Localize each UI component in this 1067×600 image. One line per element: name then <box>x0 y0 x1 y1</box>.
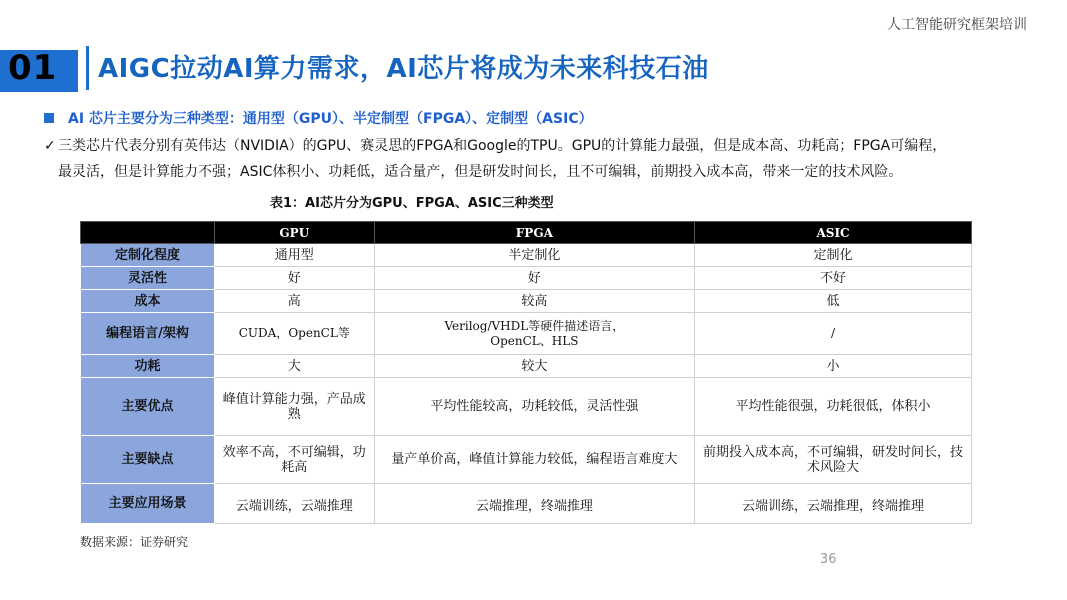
table-cell: 量产单价高，峰值计算能力较低，编程语言难度大 <box>374 436 695 484</box>
column-header-gpu: GPU <box>215 222 375 244</box>
table-cell: / <box>695 313 972 355</box>
check-icon: ✓ <box>44 138 56 154</box>
table-cell: 云端推理，终端推理 <box>374 484 695 524</box>
table-cell: 小 <box>695 355 972 378</box>
row-header: 灵活性 <box>81 267 215 290</box>
row-header: 成本 <box>81 290 215 313</box>
data-source-note: 数据来源：证券研究 <box>80 535 189 549</box>
table-row <box>81 267 972 290</box>
title-divider <box>86 46 89 90</box>
row-header: 主要优点 <box>81 378 215 436</box>
column-header-asic: ASIC <box>695 222 972 244</box>
table-cell: 高 <box>215 290 375 313</box>
paragraph-line-1: 三类芯片代表分别有英伟达（NVIDIA）的GPU、赛灵思的FPGA和Google的TPU。GPU的计算能力最强，但是成本高、功耗高；FPGA可编程， <box>58 138 947 154</box>
table-cell: 平均性能很强，功耗很低，体积小 <box>695 378 972 436</box>
subtitle <box>44 108 593 128</box>
header-right-text: 人工智能研究框架培训 <box>887 17 1027 33</box>
table-cell: 云端训练，云端推理 <box>215 484 375 524</box>
table-cell: 云端训练，云端推理，终端推理 <box>695 484 972 524</box>
table-corner-cell <box>81 222 215 244</box>
table-header-row <box>81 222 972 244</box>
table-cell: 低 <box>695 290 972 313</box>
table-cell: 半定制化 <box>374 244 695 267</box>
table-cell: 好 <box>215 267 375 290</box>
table-cell: Verilog/VHDL等硬件描述语言，OpenCL、HLS <box>374 313 695 355</box>
table-cell: 好 <box>374 267 695 290</box>
table-row <box>81 313 972 355</box>
table-cell: 通用型 <box>215 244 375 267</box>
table-cell: 峰值计算能力强，产品成熟 <box>215 378 375 436</box>
table-cell: 前期投入成本高，不可编辑，研发时间长，技术风险大 <box>695 436 972 484</box>
page-title: AIGC拉动AI算力需求，AI芯片将成为未来科技石油 <box>98 54 709 84</box>
square-bullet-icon <box>44 113 54 123</box>
table-row <box>81 378 972 436</box>
table-row <box>81 244 972 267</box>
section-number: 01 <box>8 48 58 88</box>
table-row <box>81 355 972 378</box>
row-header: 功耗 <box>81 355 215 378</box>
table-cell: 不好 <box>695 267 972 290</box>
table-row <box>81 484 972 524</box>
subtitle-text: AI 芯片主要分为三种类型：通用型（GPU）、半定制型（FPGA）、定制型（ASIC） <box>68 111 593 127</box>
comparison-table <box>80 221 972 524</box>
table-cell: 大 <box>215 355 375 378</box>
table-cell: 效率不高，不可编辑，功耗高 <box>215 436 375 484</box>
table-cell: 较高 <box>374 290 695 313</box>
table-row <box>81 436 972 484</box>
table-cell: 较大 <box>374 355 695 378</box>
page-number: 36 <box>820 552 837 567</box>
row-header: 主要应用场景 <box>81 484 215 524</box>
row-header: 编程语言/架构 <box>81 313 215 355</box>
table-cell: 定制化 <box>695 244 972 267</box>
column-header-fpga: FPGA <box>374 222 695 244</box>
table-cell: CUDA，OpenCL等 <box>215 313 375 355</box>
table-caption: 表1：AI芯片分为GPU、FPGA、ASIC三种类型 <box>270 196 554 211</box>
row-header: 主要缺点 <box>81 436 215 484</box>
body-paragraph <box>44 133 1044 185</box>
row-header: 定制化程度 <box>81 244 215 267</box>
paragraph-line-2: 最灵活，但是计算能力不强；ASIC体积小、功耗低，适合量产，但是研发时间长，且不可编辑，前期投入成本高，带来一定的技术风险。 <box>58 164 903 180</box>
table-row <box>81 290 972 313</box>
table-cell: 平均性能较高，功耗较低，灵活性强 <box>374 378 695 436</box>
